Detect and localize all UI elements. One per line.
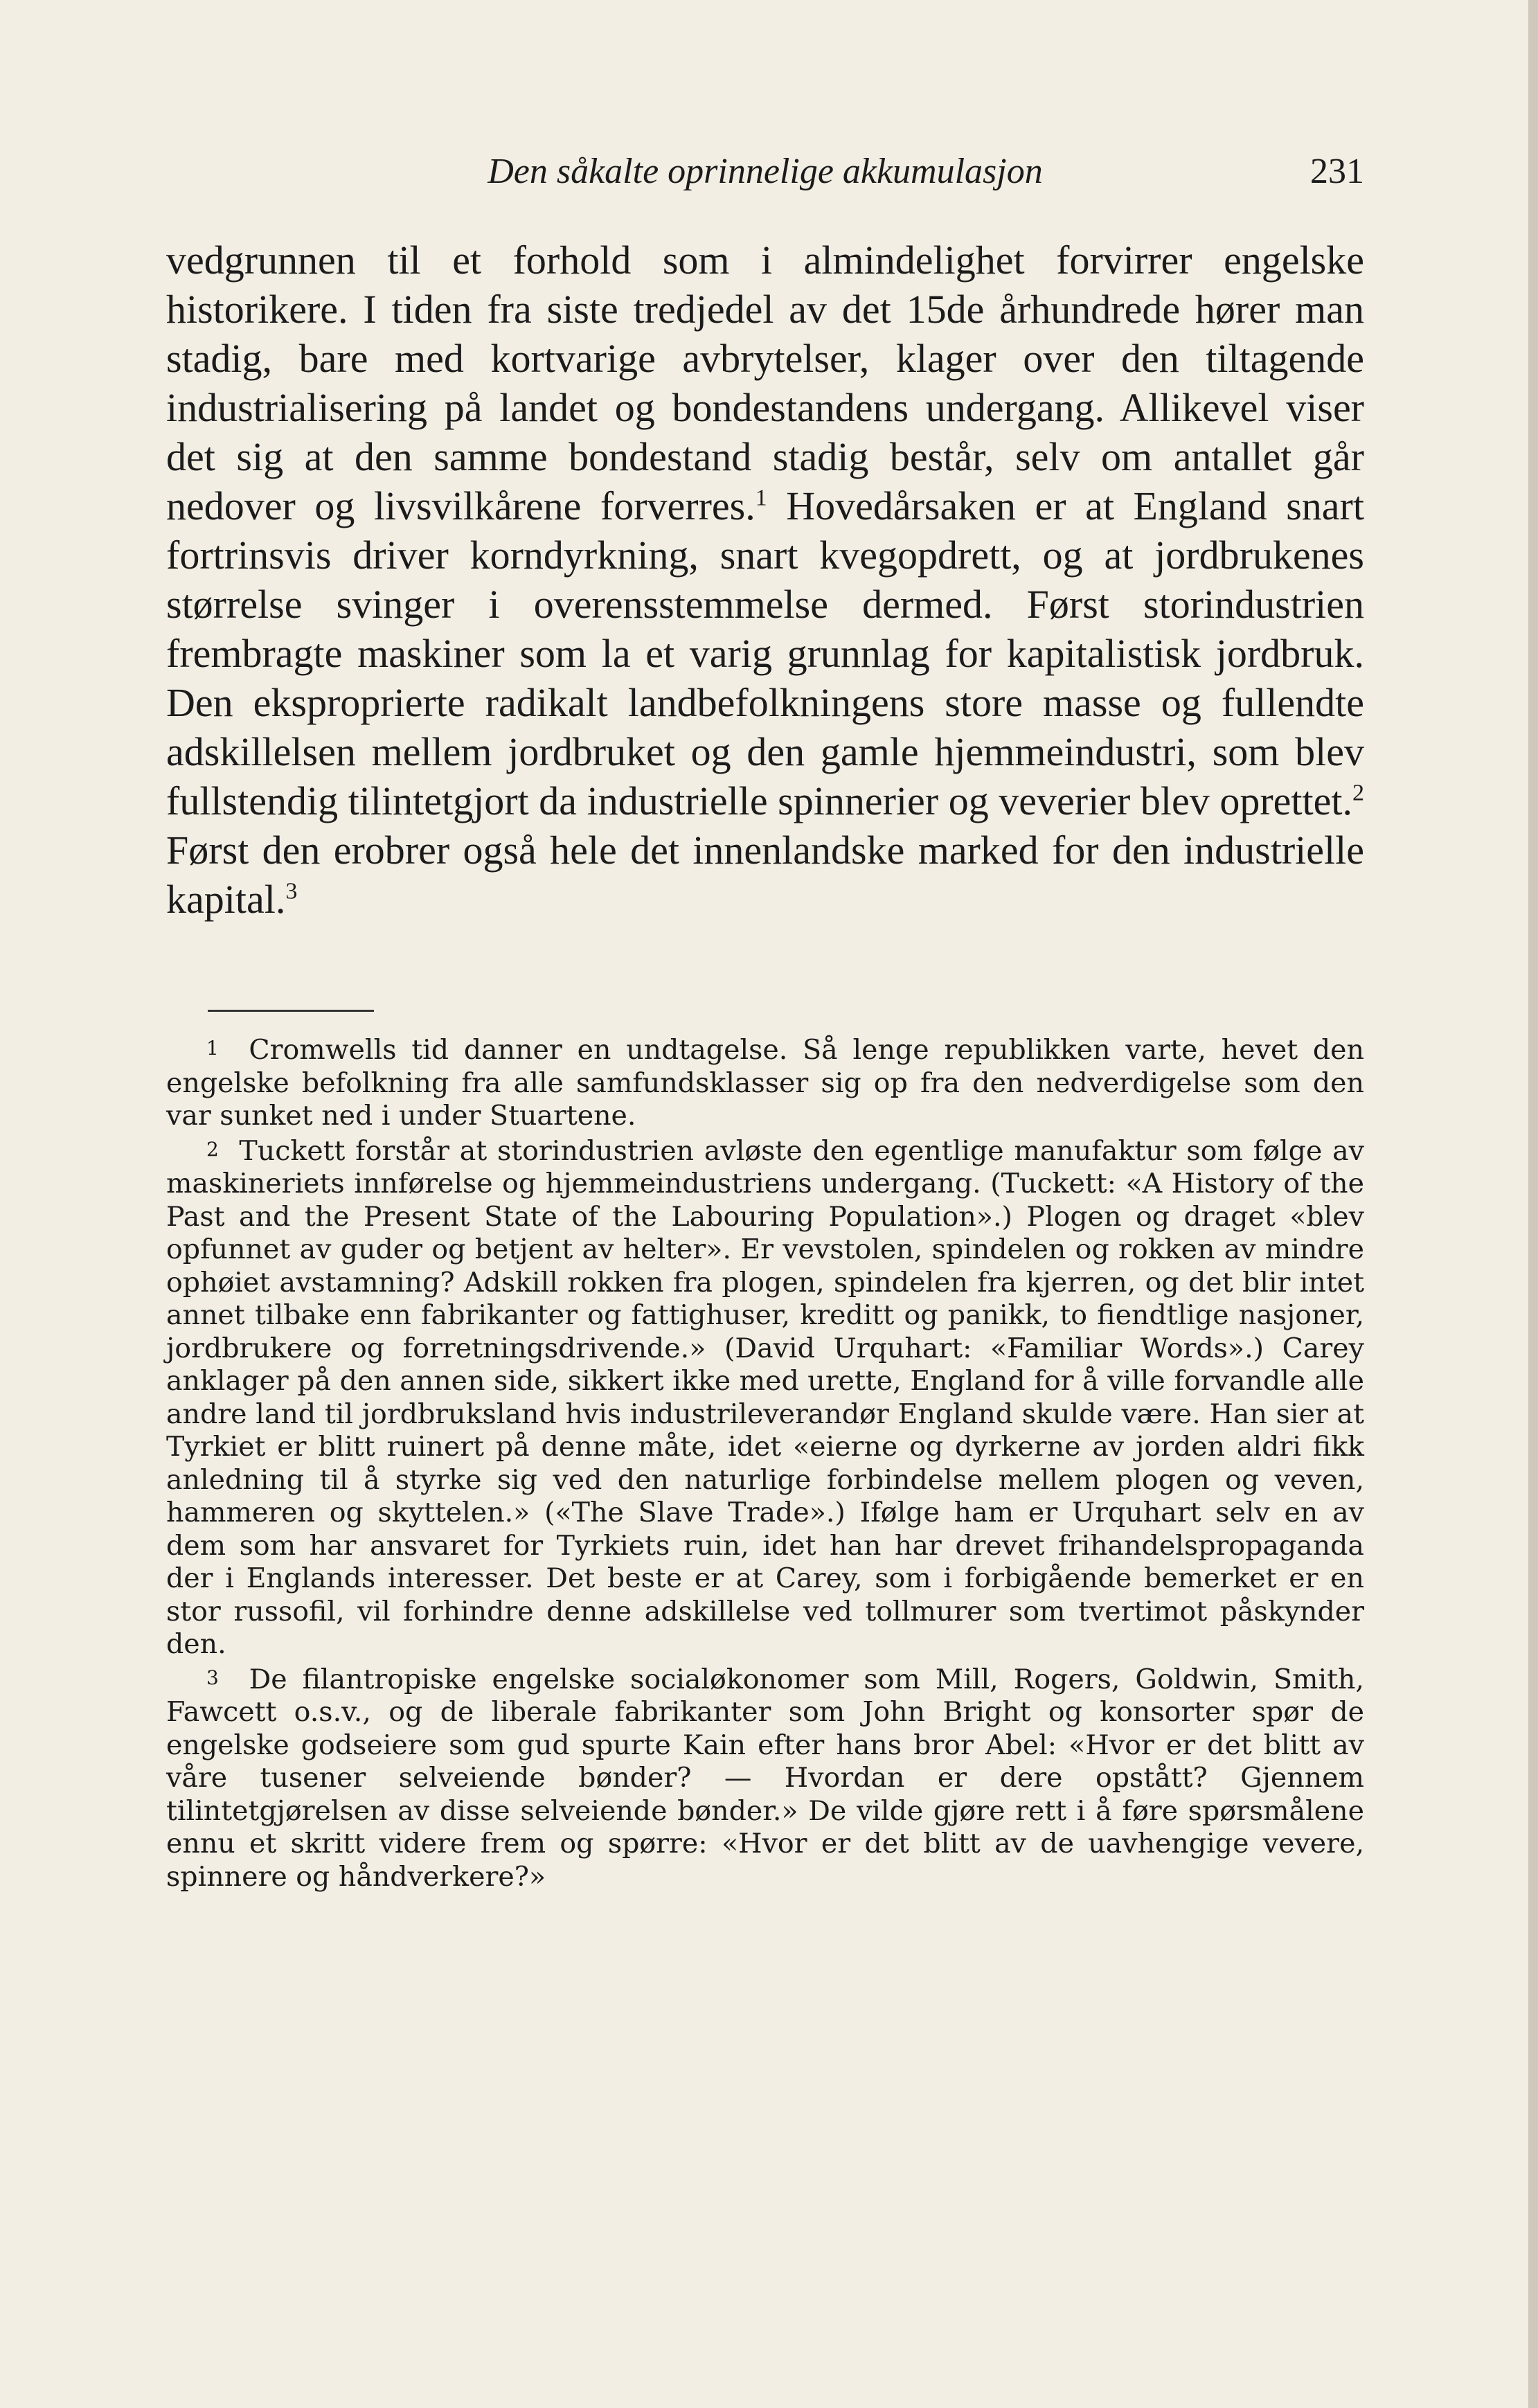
footnote-text: Tuckett forstår at storindustrien avløste den egentlige manufaktur som følge av maskineriets innførelse og hjemmeindustriens undergang. (Tuckett: «A History of the Past and the Present State of the Labouring Population».) Plogen og draget «blev opfunnet av guder og betjent av helter». Er vevstolen, spindelen og rokken av mindre ophøiet avstamning? Adskill rokken fra plogen, spindelen fra kjerren, og det blir intet annet tilbake enn fabrikanter og fattighuser, kreditt og panikk, to fiendtlige nasjoner, jordbrukere og forretningsdrivende.» (David Urquhart: «Familiar Words».) Carey anklager på den annen side, sikkert ikke med urette, England for å ville forvandle alle andre land til jordbruksland hvis industrileverandør England skulde være. Han sier at Tyrkiet er blitt ruinert på denne måte, idet «eierne og dyrkerne av jorden aldri fikk anledning til å styrke sig ved den naturlige forbindelse mellem plogen og veven, hammeren og skyttelen.» («The Slave Trade».) Ifølge ham er Urquhart selv en av dem som har ansvaret for Tyrkiets ruin, idet han har drevet frihandelspropaganda der i Englands interesser. Det beste er at Carey, som i forbigående bemerket er en stor russofil, vil forhindre denne adskillelse ved tollmurer som tvertimot påskynder den. <box>166 1134 1364 1660</box>
page-number: 231 <box>1310 152 1364 191</box>
body-text-segment: Hovedårsaken er at England snart fortrinsvis driver korndyrkning, snart kvegopdrett, og at jordbrukenes størrelse svinger i overensstemmelse dermed. Først storindustrien frembragte maskiner som la et varig grunnlag for kapitalistisk jordbruk. Den eksproprierte radikalt landbefolkningens store masse og fullendte adskillelsen mellem jordbruket og den gamle hjemmeindustri, som blev fullstendig tilintetgjort da industrielle spinnerier og veverier blev oprettet. <box>166 483 1364 823</box>
footnote <box>166 1032 1364 1133</box>
page-header <box>166 139 1364 201</box>
footnotes <box>166 1032 1364 1893</box>
body-text-segment: vedgrunnen til et forhold som i almindelighet forvirrer engelske historikere. I tiden fra siste tredjedel av det 15de århundrede hører man stadig, bare med kortvarige avbrytelser, klager over den tiltagende industrialisering på landet og bondestandens undergang. Allikevel viser det sig at den samme bondestand stadig består, selv om antallet går nedover og livsvilkårene forverres. <box>166 238 1364 528</box>
footnote-marker: 3 <box>206 1666 219 1689</box>
running-title: Den såkalte oprinnelige akkumulasjon <box>488 152 1043 191</box>
footnote-marker: 2 <box>206 1137 219 1161</box>
body-text-segment: Først den erobrer også hele det innenlandske marked for den industrielle kapital. <box>166 828 1364 922</box>
footnote-text: De filantropiske engelske socialøkonomer som Mill, Rogers, Goldwin, Smith, Fawcett o.s.v., og de liberale fabrikanter som John Bright og konsorter spør de engelske godseiere som gud spurte Kain efter hans bror Abel: «Hvor er det blitt av våre tusener selveiende bønder? — Hvordan er dere opstått? Gjennem tilintetgjørelsen av disse selveiende bønder.» De vilde gjøre rett i å føre spørsmålene ennu et skritt videre frem og spørre: «Hvor er det blitt av de uavhengige vevere, spinnere og håndverkere?» <box>166 1663 1364 1893</box>
footnote-separator <box>208 1010 374 1012</box>
footnote-text: Cromwells tid danner en undtagelse. Så lenge republikken varte, hevet den engelske befolkning fra alle samfundsklasser sig op fra den nedverdigelse som den var sunket ned i under Stuartene. <box>166 1034 1364 1132</box>
footnote-reference: 2 <box>1352 780 1364 806</box>
footnote <box>166 1661 1364 1894</box>
footnote-marker: 1 <box>206 1037 219 1060</box>
body-paragraph <box>166 235 1364 924</box>
footnote-reference: 3 <box>285 878 298 904</box>
footnote-reference: 1 <box>755 485 767 511</box>
footnote <box>166 1133 1364 1661</box>
